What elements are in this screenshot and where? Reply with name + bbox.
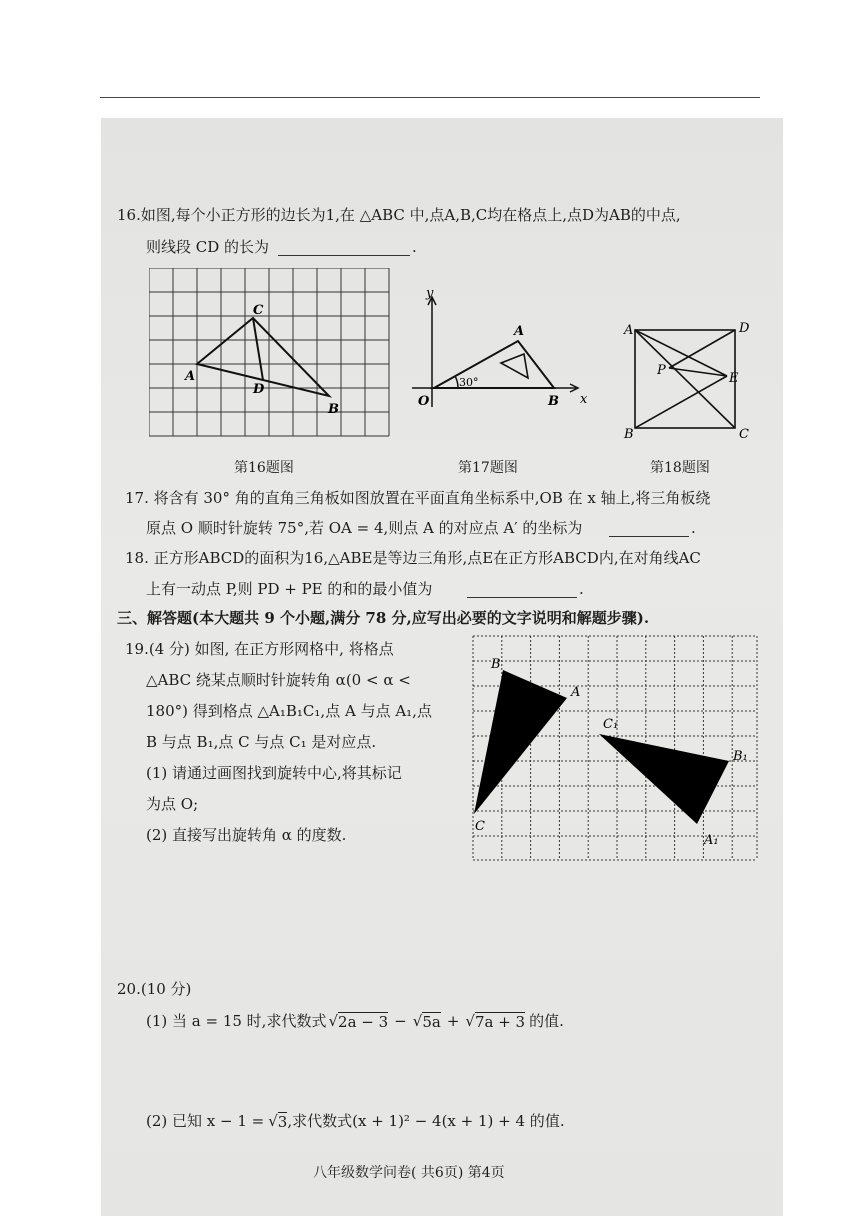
q20-part2-suffix: ,求代数式(x + 1)² − 4(x + 1) + 4 的值. <box>287 1112 565 1130</box>
fig18-label-a: A <box>624 323 634 338</box>
q20-radical-1: 2a − 3 <box>338 1012 389 1031</box>
q20-radical-2: 5a <box>422 1012 441 1031</box>
q20-minus-sign: − <box>394 1012 407 1030</box>
fig19-label-b: B <box>491 657 501 672</box>
figure-17 <box>396 283 596 418</box>
q20-part2-radical: 3 <box>277 1112 288 1131</box>
q20-part1-prefix: (1) 当 a = 15 时,求代数式 <box>146 1012 327 1030</box>
fig16-label-a: A <box>185 369 196 384</box>
q18-answer-blank <box>467 597 577 598</box>
fig17-label-x: x <box>580 392 588 407</box>
fig18-label-c: C <box>739 427 749 438</box>
figure-18 <box>621 318 761 438</box>
q18-line2: 上有一动点 P,则 PD + PE 的和的最小值为 <box>146 580 433 598</box>
fig16-label-b: B <box>328 402 339 417</box>
fig18-caption: 第18题图 <box>650 460 710 476</box>
q16-line1: 16.如图,每个小正方形的边长为1,在 △ABC 中,点A,B,C均在格点上,点D为AB的中点, <box>117 206 681 224</box>
q17-line2: 原点 O 顺时针旋转 75°,若 OA = 4,则点 A 的对应点 A′ 的坐标为 <box>146 519 583 537</box>
fig18-label-b: B <box>624 427 634 438</box>
q18-line1: 18. 正方形ABCD的面积为16,△ABE是等边三角形,点E在正方形ABCD内,在对角线AC <box>125 549 701 567</box>
header-rule <box>100 97 760 98</box>
fig17-label-y: y <box>426 286 434 301</box>
q20-part1: (1) 当 a = 15 时,求代数式 √ 2a − 3 − √ 5a + √ 7a + 3 的值. <box>146 1008 564 1034</box>
q18-line2-end: . <box>579 580 584 598</box>
figure-16 <box>149 268 399 440</box>
fig19-label-a1: A₁ <box>704 833 719 848</box>
q20-part1-suffix: 的值. <box>529 1012 564 1030</box>
q16-line2: 则线段 CD 的长为 <box>146 238 270 256</box>
figure-19 <box>471 634 761 864</box>
scanned-page <box>101 118 783 1216</box>
fig17-label-o: O <box>418 394 430 409</box>
q19-line4: B 与点 B₁,点 C 与点 C₁ 是对应点. <box>146 733 377 751</box>
fig17-caption: 第17题图 <box>458 460 518 476</box>
q19-line6: 为点 O; <box>146 795 199 813</box>
q19-line2: △ABC 绕某点顺时针旋转角 α(0 < α < <box>146 671 411 689</box>
q19-line3: 180°) 得到格点 △A₁B₁C₁,点 A 与点 A₁,点 <box>146 702 432 720</box>
q17-line1: 17. 将含有 30° 角的直角三角板如图放置在平面直角坐标系中,OB 在 x 轴上,将三角板绕 <box>125 489 711 507</box>
fig17-label-b: B <box>548 394 559 409</box>
q16-line2-end: . <box>412 238 417 256</box>
fig18-label-p: P <box>657 363 666 378</box>
q16-answer-blank <box>278 255 410 256</box>
q19-line5: (1) 请通过画图找到旋转中心,将其标记 <box>146 764 402 782</box>
q19-line1: 19.(4 分) 如图, 在正方形网格中, 将格点 <box>125 640 394 658</box>
q20-part2-prefix: (2) 已知 x − 1 = <box>146 1112 265 1130</box>
fig19-label-c: C <box>475 819 485 834</box>
fig18-label-d: D <box>739 321 750 336</box>
triangle-abc <box>474 670 567 814</box>
q17-line2-end: . <box>691 519 696 537</box>
q20-plus-sign: + <box>446 1012 460 1030</box>
q20-part2: (2) 已知 x − 1 = √ 3 ,求代数式(x + 1)² − 4(x + 1) + 4 的值. <box>146 1108 565 1134</box>
page-footer: 八年级数学问卷( 共6页) 第4页 <box>313 1165 505 1181</box>
fig19-label-a: A <box>571 685 581 700</box>
q20-head: 20.(10 分) <box>117 980 192 998</box>
fig19-label-b1: B₁ <box>733 749 748 764</box>
q19-line7: (2) 直接写出旋转角 α 的度数. <box>146 826 347 844</box>
fig19-label-c1: C₁ <box>603 717 619 732</box>
fig16-label-d: D <box>253 382 265 397</box>
q20-radical-3: 7a + 3 <box>474 1012 526 1031</box>
fig17-label-a: A <box>514 324 525 339</box>
fig18-label-e: E <box>729 371 739 386</box>
section3-heading: 三、解答题(本大题共 9 个小题,满分 78 分,应写出必要的文字说明和解题步骤). <box>117 609 650 627</box>
q17-answer-blank <box>609 536 689 537</box>
fig17-label-angle: 30° <box>459 376 479 389</box>
fig16-caption: 第16题图 <box>234 460 294 476</box>
fig16-label-c: C <box>253 303 264 318</box>
